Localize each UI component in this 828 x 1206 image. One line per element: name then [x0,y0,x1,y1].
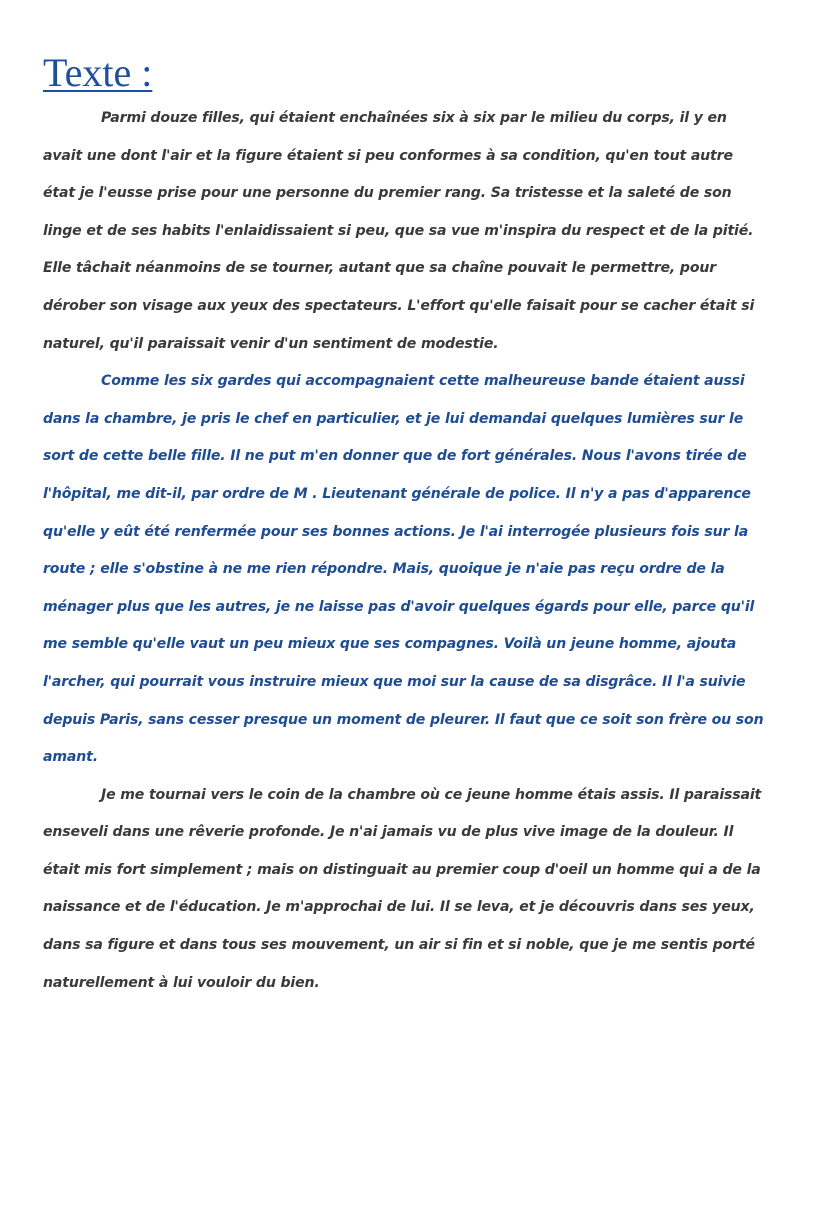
paragraph-3: Je me tournai vers le coin de la chambre où ce jeune homme étais assis. Il paraissait enseveli dans une rêverie profonde. Je n'ai jamais vu de plus vive image de la douleur. Il était mis fort simplement ; mais on distinguait au premier coup d'oeil un homme qui a de la naissance et de l'éducation. Je m'approchai de lui. Il se leva, et je découvris dans ses yeux, dans sa figure et dans tous ses mouvement, un air si fin et si noble, que je me sentis porté naturellement à lui vouloir du bien. [43,786,762,991]
paragraph-1: Parmi douze filles, qui étaient enchaînées six à six par le milieu du corps, il y en avait une dont l'air et la figure étaient si peu conformes à sa condition, qu'en tout autre état je l'eusse prise pour une personne du premier rang. Sa tristesse et la saleté de son linge et de ses habits l'enlaidissaient si peu, que sa vue m'inspira du respect et de la pitié. Elle tâchait néanmoins de se tourner, autant que sa chaîne pouvait le permettre, pour dérober son visage aux yeux des spectateurs. L'effort qu'elle faisait pour se cacher était si naturel, qu'il paraissait venir d'un sentiment de modestie. [43,110,755,352]
document-title: Texte : [43,50,153,95]
paragraph-2: Comme les six gardes qui accompagnaient cette malheureuse bande étaient aussi dans la chambre, je pris le chef en particulier, et je lui demandai quelques lumières sur le sort de cette belle fille. Il ne put m'en donner que de fort générales. Nous l'avons tirée de l'hôpital, me dit-il, par ordre de M . Lieutenant générale de police. Il n'y a pas d'apparence qu'elle y eût été renfermée pour ses bonnes actions. Je l'ai interrogée plusieurs fois sur la route ; elle s'obstine à ne me rien répondre. Mais, quoique je n'aie pas reçu ordre de la ménager plus que les autres, je ne laisse pas d'avoir quelques égards pour elle, parce qu'il me semble qu'elle vaut un peu mieux que ses compagnes. Voilà un jeune homme, ajouta l'archer, qui pourrait vous instruire mieux que moi sur la cause de sa disgrâce. Il l'a suivie depuis Paris, sans cesser presque un moment de pleurer. Il faut que ce soit son frère ou son amant. [43,373,764,766]
document-page [43,48,769,1002]
